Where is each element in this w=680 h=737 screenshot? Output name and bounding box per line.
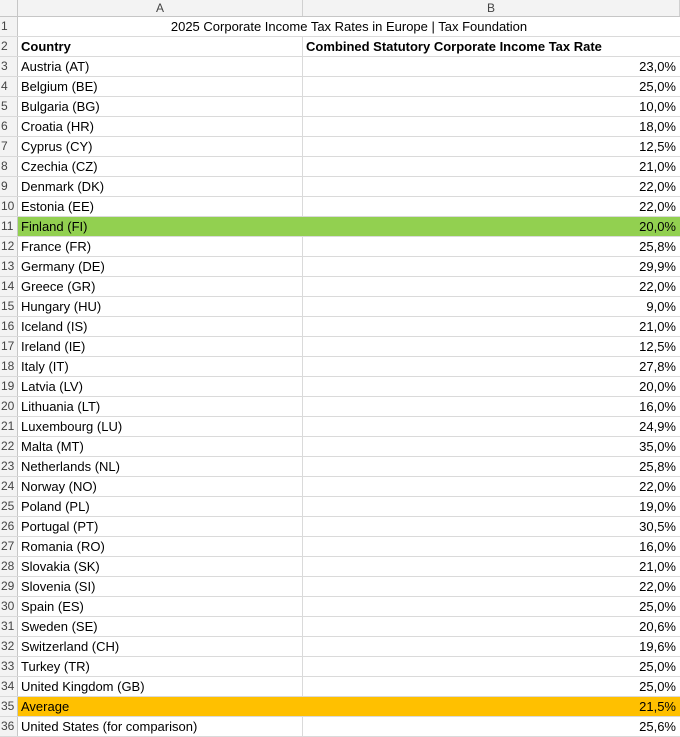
rate-cell[interactable]: 25,0% — [639, 659, 676, 674]
rate-header-cell[interactable]: Combined Statutory Corporate Income Tax Rate — [306, 39, 602, 54]
rate-cell[interactable]: 21,0% — [639, 319, 676, 334]
rate-cell[interactable]: 25,8% — [639, 239, 676, 254]
country-cell[interactable]: Average — [18, 697, 303, 716]
row-number[interactable]: 16 — [0, 317, 18, 336]
table-row — [0, 617, 680, 637]
rate-cell[interactable]: 22,0% — [639, 479, 676, 494]
table-row — [0, 637, 680, 657]
table-row — [0, 597, 680, 617]
table-row — [0, 717, 680, 737]
country-cell[interactable]: Slovenia (SI) — [18, 577, 303, 596]
row-number[interactable]: 18 — [0, 357, 18, 376]
country-cell[interactable]: Austria (AT) — [18, 57, 303, 76]
rate-cell[interactable]: 21,0% — [639, 559, 676, 574]
country-cell[interactable]: Germany (DE) — [18, 257, 303, 276]
table-row — [0, 57, 680, 77]
country-cell[interactable]: Romania (RO) — [18, 537, 303, 556]
header-row — [0, 37, 680, 57]
country-cell[interactable]: Denmark (DK) — [18, 177, 303, 196]
table-row — [0, 417, 680, 437]
row-number[interactable]: 12 — [0, 237, 18, 256]
table-row — [0, 457, 680, 477]
row-number[interactable]: 36 — [0, 717, 18, 736]
rate-cell[interactable]: 24,9% — [639, 419, 676, 434]
row-number[interactable]: 4 — [0, 77, 18, 96]
country-cell[interactable]: Poland (PL) — [18, 497, 303, 516]
country-cell[interactable]: Cyprus (CY) — [18, 137, 303, 156]
rate-cell[interactable]: 18,0% — [639, 119, 676, 134]
country-cell[interactable]: Spain (ES) — [18, 597, 303, 616]
table-row — [0, 137, 680, 157]
rate-cell[interactable]: 12,5% — [639, 139, 676, 154]
table-row — [0, 117, 680, 137]
rate-cell[interactable]: 16,0% — [639, 399, 676, 414]
rate-cell[interactable]: 22,0% — [639, 279, 676, 294]
country-cell[interactable]: Czechia (CZ) — [18, 157, 303, 176]
rate-cell[interactable]: 10,0% — [639, 99, 676, 114]
table-row — [0, 397, 680, 417]
table-row — [0, 577, 680, 597]
row-number[interactable]: 33 — [0, 657, 18, 676]
country-cell[interactable]: Luxembourg (LU) — [18, 417, 303, 436]
country-cell[interactable]: Italy (IT) — [18, 357, 303, 376]
country-cell[interactable]: Estonia (EE) — [18, 197, 303, 216]
sheet-title-cell[interactable]: 2025 Corporate Income Tax Rates in Europe | Tax Foundation — [170, 19, 528, 34]
row-number[interactable]: 20 — [0, 397, 18, 416]
row-number[interactable]: 30 — [0, 597, 18, 616]
rate-cell[interactable]: 29,9% — [639, 259, 676, 274]
cell-grid — [0, 17, 680, 737]
country-cell[interactable]: Sweden (SE) — [18, 617, 303, 636]
country-cell[interactable]: Finland (FI) — [18, 217, 303, 236]
country-cell[interactable]: Norway (NO) — [18, 477, 303, 496]
table-row — [0, 657, 680, 677]
rate-cell[interactable]: 9,0% — [646, 299, 676, 314]
rate-cell[interactable]: 19,0% — [639, 499, 676, 514]
row-number[interactable]: 7 — [0, 137, 18, 156]
rate-cell[interactable]: 25,6% — [639, 719, 676, 734]
row-number[interactable]: 9 — [0, 177, 18, 196]
rate-cell[interactable]: 25,0% — [639, 679, 676, 694]
rate-cell[interactable]: 20,6% — [639, 619, 676, 634]
table-row — [0, 77, 680, 97]
row-number[interactable]: 15 — [0, 297, 18, 316]
table-row — [0, 277, 680, 297]
row-number[interactable]: 32 — [0, 637, 18, 656]
country-cell[interactable]: Switzerland (CH) — [18, 637, 303, 656]
country-cell[interactable]: Greece (GR) — [18, 277, 303, 296]
country-cell[interactable]: Croatia (HR) — [18, 117, 303, 136]
row-number[interactable]: 3 — [0, 57, 18, 76]
row-number[interactable]: 8 — [0, 157, 18, 176]
row-number[interactable]: 29 — [0, 577, 18, 596]
country-cell[interactable]: United Kingdom (GB) — [18, 677, 303, 696]
table-row — [0, 337, 680, 357]
row-number[interactable]: 31 — [0, 617, 18, 636]
select-all-corner[interactable] — [0, 0, 18, 16]
rate-cell[interactable]: 21,5% — [303, 697, 680, 716]
table-row — [0, 317, 680, 337]
row-number[interactable]: 11 — [0, 217, 18, 236]
row-number[interactable]: 5 — [0, 97, 18, 116]
row-number[interactable]: 19 — [0, 377, 18, 396]
table-row — [0, 477, 680, 497]
rate-cell[interactable]: 25,0% — [639, 79, 676, 94]
row-number[interactable]: 27 — [0, 537, 18, 556]
country-cell[interactable]: Belgium (BE) — [18, 77, 303, 96]
rate-cell[interactable]: 27,8% — [639, 359, 676, 374]
row-number[interactable]: 28 — [0, 557, 18, 576]
country-cell[interactable]: United States (for comparison) — [18, 717, 303, 736]
rate-cell[interactable]: 16,0% — [639, 539, 676, 554]
table-row — [0, 177, 680, 197]
row-number[interactable]: 10 — [0, 197, 18, 216]
rate-cell[interactable]: 25,0% — [639, 599, 676, 614]
rate-cell[interactable]: 23,0% — [639, 59, 676, 74]
rate-cell[interactable]: 22,0% — [639, 199, 676, 214]
country-cell[interactable]: Iceland (IS) — [18, 317, 303, 336]
table-row — [0, 517, 680, 537]
country-cell[interactable]: Latvia (LV) — [18, 377, 303, 396]
row-number[interactable]: 21 — [0, 417, 18, 436]
table-row — [0, 257, 680, 277]
country-cell[interactable]: Netherlands (NL) — [18, 457, 303, 476]
rate-cell[interactable]: 20,0% — [303, 217, 680, 236]
country-cell[interactable]: Slovakia (SK) — [18, 557, 303, 576]
table-row — [0, 497, 680, 517]
rate-cell[interactable]: 25,8% — [639, 459, 676, 474]
country-cell[interactable]: Hungary (HU) — [18, 297, 303, 316]
row-number[interactable]: 6 — [0, 117, 18, 136]
table-row — [0, 297, 680, 317]
table-row — [0, 537, 680, 557]
country-cell[interactable]: Bulgaria (BG) — [18, 97, 303, 116]
table-row — [0, 97, 680, 117]
table-row — [0, 197, 680, 217]
country-cell[interactable]: Portugal (PT) — [18, 517, 303, 536]
country-cell[interactable]: Lithuania (LT) — [18, 397, 303, 416]
table-row — [0, 377, 680, 397]
table-row — [0, 437, 680, 457]
row-number[interactable]: 14 — [0, 277, 18, 296]
rate-cell[interactable]: 35,0% — [639, 439, 676, 454]
country-cell[interactable]: France (FR) — [18, 237, 303, 256]
rate-cell[interactable]: 12,5% — [639, 339, 676, 354]
row-number[interactable]: 1 — [0, 17, 18, 36]
table-row — [0, 557, 680, 577]
row-number[interactable]: 25 — [0, 497, 18, 516]
country-cell[interactable]: Turkey (TR) — [18, 657, 303, 676]
column-header-bar — [0, 0, 680, 17]
table-row — [0, 217, 680, 237]
row-number[interactable]: 22 — [0, 437, 18, 456]
table-row — [0, 677, 680, 697]
rate-cell[interactable]: 30,5% — [639, 519, 676, 534]
row-number[interactable]: 35 — [0, 697, 18, 716]
row-number[interactable]: 24 — [0, 477, 18, 496]
rate-cell[interactable]: 21,0% — [639, 159, 676, 174]
row-number[interactable]: 34 — [0, 677, 18, 696]
table-row — [0, 357, 680, 377]
column-header-a[interactable]: A — [18, 0, 303, 16]
rate-cell[interactable]: 19,6% — [639, 639, 676, 654]
country-header-cell[interactable]: Country — [18, 37, 303, 56]
table-row — [0, 237, 680, 257]
table-row — [0, 697, 680, 717]
rate-cell[interactable]: 20,0% — [639, 379, 676, 394]
table-row — [0, 157, 680, 177]
country-cell[interactable]: Malta (MT) — [18, 437, 303, 456]
column-header-b[interactable]: B — [303, 0, 680, 16]
title-row — [0, 17, 680, 37]
country-cell[interactable]: Ireland (IE) — [18, 337, 303, 356]
row-number[interactable]: 17 — [0, 337, 18, 356]
row-number[interactable]: 13 — [0, 257, 18, 276]
rate-cell[interactable]: 22,0% — [639, 179, 676, 194]
row-number[interactable]: 2 — [0, 37, 18, 56]
row-number[interactable]: 23 — [0, 457, 18, 476]
row-number[interactable]: 26 — [0, 517, 18, 536]
rate-cell[interactable]: 22,0% — [639, 579, 676, 594]
